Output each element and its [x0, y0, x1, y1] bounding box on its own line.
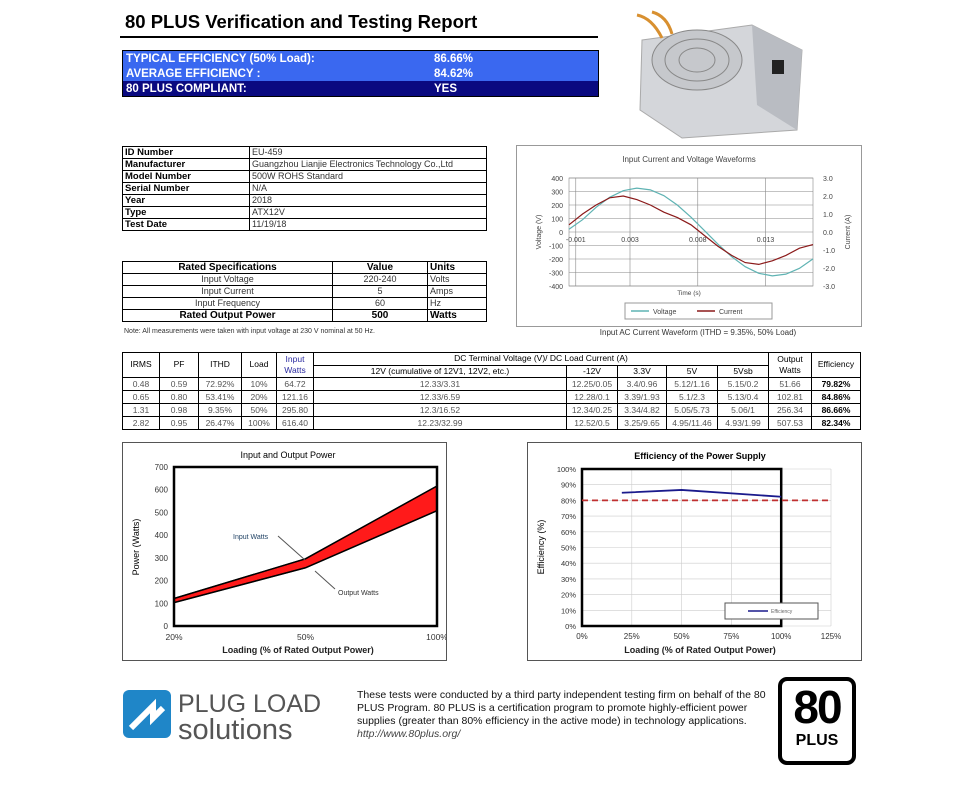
results-cell: 5.13/0.4	[718, 391, 769, 404]
measurement-note: Note: All measurements were taken with input voltage at 230 V nominal at 50 Hz.	[124, 328, 375, 335]
efficiency-chart	[527, 442, 862, 661]
chart-title: Input Current and Voltage Waveforms	[622, 155, 756, 164]
y-tick-label: 30%	[560, 574, 576, 584]
spec-label: Rated Output Power	[123, 310, 333, 322]
spec-row	[123, 274, 487, 286]
y2-tick-label: -2.0	[823, 266, 836, 273]
results-cell: 616.40	[277, 417, 314, 430]
results-cell: 9.35%	[199, 404, 242, 417]
y-tick-label: 0	[163, 622, 168, 631]
summary-value: 84.62%	[434, 67, 474, 80]
spec-units: Watts	[428, 310, 487, 322]
logo-top-text: PLUG LOAD	[178, 690, 322, 718]
spec-value: 60	[333, 298, 428, 310]
results-cell: 12.52/0.5	[567, 417, 618, 430]
power-supply-image	[632, 10, 807, 140]
y-tick-label: 50%	[560, 543, 576, 553]
x-axis-label: Loading (% of Rated Output Power)	[624, 645, 776, 655]
results-cell: 4.93/1.99	[718, 417, 769, 430]
y2-tick-label: 2.0	[823, 194, 833, 201]
info-value: 2018	[250, 195, 487, 207]
results-cell: 0.48	[123, 378, 160, 391]
spec-label: Input Voltage	[123, 274, 333, 286]
y-tick-label: 0	[559, 230, 563, 237]
results-row	[123, 417, 861, 430]
results-cell: 82.34%	[812, 417, 861, 430]
info-value: 500W ROHS Standard	[250, 171, 487, 183]
results-cell: 50%	[242, 404, 277, 417]
results-cell: 3.4/0.96	[618, 378, 667, 391]
results-cell: 0.59	[160, 378, 199, 391]
y-axis-label: Voltage (V)	[536, 214, 543, 250]
spec-row	[123, 286, 487, 298]
x-tick-label: 50%	[296, 632, 315, 642]
results-cell: 12.25/0.05	[567, 378, 618, 391]
header-pf: PF	[160, 353, 199, 378]
spec-row	[123, 310, 487, 322]
waveform-caption: Input AC Current Waveform (ITHD = 9.35%, 50% Load)	[599, 328, 797, 337]
y-tick-label: -100	[548, 243, 563, 251]
header-dc-terminal: DC Terminal Voltage (V)/ DC Load Current (A)	[314, 353, 769, 366]
y2-tick-label: 0.0	[823, 230, 833, 237]
annotation-arrow	[315, 571, 335, 589]
y-tick-label: 300	[154, 553, 168, 563]
info-value: 11/19/18	[250, 219, 487, 231]
spec-value: 5	[333, 286, 428, 298]
info-row	[123, 159, 487, 171]
y2-tick-label: 1.0	[823, 212, 833, 219]
test-results-table	[122, 352, 861, 430]
results-cell: 53.41%	[199, 391, 242, 404]
results-cell: 3.34/4.82	[618, 404, 667, 417]
summary-label: TYPICAL EFFICIENCY (50% Load):	[126, 52, 315, 65]
info-label: Model Number	[123, 171, 250, 183]
summary-value: YES	[434, 82, 458, 95]
y-tick-label: 10%	[560, 606, 576, 616]
info-row	[123, 171, 487, 183]
results-header-row	[123, 353, 861, 366]
legend-label: Voltage	[653, 309, 677, 316]
chart-title: Efficiency of the Power Supply	[634, 451, 766, 461]
80-plus-badge	[778, 677, 856, 765]
legend-label: Current	[719, 309, 743, 316]
y-tick-label: 80%	[560, 496, 576, 506]
specs-header	[123, 262, 487, 274]
x-tick-label: 0%	[576, 632, 588, 641]
spec-value: 220-240	[333, 274, 428, 286]
x-axis-label: Loading (% of Rated Output Power)	[222, 645, 374, 655]
x-tick-label: 50%	[673, 632, 690, 641]
spec-label: Input Current	[123, 286, 333, 298]
results-cell: 12.3/16.52	[314, 404, 567, 417]
results-row	[123, 404, 861, 417]
x-tick-label: 20%	[165, 632, 183, 642]
y2-tick-label: 3.0	[823, 176, 833, 183]
waveform-chart	[516, 145, 862, 327]
results-cell: 12.34/0.25	[567, 404, 618, 417]
y-tick-label: -200	[548, 257, 563, 264]
info-value: Guangzhou Lianjie Electronics Technology Co.,Ltd	[250, 159, 487, 171]
y-axis-label: Efficiency (%)	[536, 519, 546, 575]
results-cell: 3.39/1.93	[618, 391, 667, 404]
x-tick-label: 125%	[820, 632, 842, 641]
y2-tick-label: -1.0	[823, 248, 836, 255]
x-tick-label: 75%	[723, 632, 740, 641]
results-cell: 64.72	[277, 378, 314, 391]
footer-description: These tests were conducted by a third party independent testing firm on behalf of the 80 PLUS Program. 80 PLUS is a certification program to promote highly-efficient power supplies (greater than 80% efficiency in the active mode) in technology applications.	[357, 689, 766, 727]
header-efficiency: Efficiency	[812, 353, 861, 378]
y-tick-label: 100%	[556, 465, 576, 474]
y-tick-label: 100	[154, 599, 168, 609]
y-axis-label: Power (Watts)	[131, 518, 141, 576]
spec-value: 500	[333, 310, 428, 322]
results-cell: 5.06/1	[718, 404, 769, 417]
power-band-area	[174, 486, 437, 603]
results-cell: 5.05/5.73	[667, 404, 718, 417]
results-cell: 5.12/1.16	[667, 378, 718, 391]
info-label: Manufacturer	[123, 159, 250, 171]
y2-tick-label: -3.0	[823, 284, 836, 291]
y-tick-label: 200	[154, 576, 168, 586]
header-5v: 5V	[667, 365, 718, 378]
results-cell: 0.98	[160, 404, 199, 417]
info-row	[123, 219, 487, 231]
results-cell: 100%	[242, 417, 277, 430]
power-supply-photo	[632, 10, 807, 140]
x-tick-label: 0.008	[689, 237, 707, 244]
summary-row-average	[123, 66, 598, 81]
results-cell: 507.53	[769, 417, 812, 430]
spec-label: Input Frequency	[123, 298, 333, 310]
x-axis-label: Time (s)	[677, 290, 701, 297]
header-minus12v: -12V	[567, 365, 618, 378]
y-tick-label: 100	[551, 216, 563, 224]
y-tick-label: 400	[154, 531, 168, 541]
badge-text: PLUS	[795, 732, 839, 749]
header-5vsb: 5Vsb	[718, 365, 769, 378]
report-title: 80 PLUS Verification and Testing Report	[125, 11, 478, 32]
results-row	[123, 378, 861, 391]
info-row	[123, 183, 487, 195]
y-tick-label: -300	[548, 270, 563, 278]
results-cell: 121.16	[277, 391, 314, 404]
info-row	[123, 207, 487, 219]
specs-header-value: Value	[333, 262, 428, 274]
chart-title: Input and Output Power	[240, 450, 336, 460]
summary-label: 80 PLUS COMPLIANT:	[126, 82, 247, 95]
results-row	[123, 391, 861, 404]
title-divider	[120, 36, 598, 38]
spec-units: Hz	[428, 298, 487, 310]
y-tick-label: 400	[551, 176, 563, 183]
psu-info-table	[122, 146, 487, 231]
info-value: EU-459	[250, 147, 487, 159]
results-cell: 2.82	[123, 417, 160, 430]
results-cell: 86.66%	[812, 404, 861, 417]
annotation-input-watts: Input Watts	[233, 534, 269, 541]
results-cell: 3.25/9.65	[618, 417, 667, 430]
y-tick-label: 200	[551, 203, 563, 210]
info-label: Year	[123, 195, 250, 207]
results-cell: 0.95	[160, 417, 199, 430]
results-cell: 12.28/0.1	[567, 391, 618, 404]
y-tick-label: 700	[154, 463, 168, 472]
header-12v: 12V (cumulative of 12V1, 12V2, etc.)	[314, 365, 567, 378]
results-cell: 79.82%	[812, 378, 861, 391]
results-cell: 5.15/0.2	[718, 378, 769, 391]
y-tick-label: 300	[551, 189, 563, 197]
logo-bottom-text: solutions	[178, 714, 293, 743]
y-tick-label: 500	[154, 508, 168, 518]
plug-load-solutions-logo	[123, 688, 323, 743]
summary-row-typical	[123, 51, 598, 66]
results-cell: 51.66	[769, 378, 812, 391]
power-chart	[122, 442, 447, 661]
efficiency-summary	[122, 50, 599, 97]
info-value: N/A	[250, 183, 487, 195]
results-cell: 0.80	[160, 391, 199, 404]
results-cell: 0.65	[123, 391, 160, 404]
x-tick-label: 100%	[426, 632, 446, 642]
x-tick-label: 100%	[770, 632, 792, 641]
info-label: Test Date	[123, 219, 250, 231]
header-ithd: ITHD	[199, 353, 242, 378]
summary-value: 86.66%	[434, 52, 474, 65]
info-label: Type	[123, 207, 250, 219]
y-tick-label: -400	[548, 284, 563, 291]
results-cell: 5.1/2.3	[667, 391, 718, 404]
footer-link[interactable]: http://www.80plus.org/	[357, 728, 461, 740]
results-cell: 256.34	[769, 404, 812, 417]
rated-specifications-table	[122, 261, 487, 322]
y-tick-label: 70%	[560, 512, 576, 522]
header-load: Load	[242, 353, 277, 378]
info-value: ATX12V	[250, 207, 487, 219]
plot-area	[174, 467, 437, 626]
header-irms: IRMS	[123, 353, 160, 378]
x-tick-label: -0.001	[565, 237, 586, 244]
y-tick-label: 600	[154, 485, 168, 495]
results-cell: 26.47%	[199, 417, 242, 430]
results-cell: 20%	[242, 391, 277, 404]
results-cell: 4.95/11.46	[667, 417, 718, 430]
x-tick-label: 0.013	[756, 237, 775, 244]
results-cell: 12.23/32.99	[314, 417, 567, 430]
info-label: Serial Number	[123, 183, 250, 195]
header-output-watts: Output Watts	[769, 353, 812, 378]
annotation-output-watts: Output Watts	[338, 590, 379, 597]
results-cell: 72.92%	[199, 378, 242, 391]
results-cell: 84.86%	[812, 391, 861, 404]
specs-header-label: Rated Specifications	[123, 262, 333, 274]
results-cell: 1.31	[123, 404, 160, 417]
x-tick-label: 25%	[623, 632, 640, 641]
y2-axis-label: Current (A)	[845, 214, 852, 250]
y-tick-label: 90%	[560, 480, 576, 490]
summary-row-compliant	[123, 81, 598, 96]
badge-number: 80	[793, 681, 841, 733]
results-cell: 102.81	[769, 391, 812, 404]
info-row	[123, 195, 487, 207]
legend-label: Efficiency	[771, 609, 793, 615]
y-tick-label: 60%	[560, 527, 576, 537]
annotation-arrow	[278, 536, 305, 560]
header-3v3: 3.3V	[618, 365, 667, 378]
results-cell: 12.33/3.31	[314, 378, 567, 391]
footer-text	[357, 689, 777, 741]
summary-label: AVERAGE EFFICIENCY :	[126, 67, 261, 80]
header-input-watts: Input Watts	[277, 353, 314, 378]
spec-units: Volts	[428, 274, 487, 286]
y-tick-label: 0%	[565, 622, 576, 631]
results-cell: 295.80	[277, 404, 314, 417]
info-row	[123, 147, 487, 159]
specs-header-units: Units	[428, 262, 487, 274]
spec-units: Amps	[428, 286, 487, 298]
spec-row	[123, 298, 487, 310]
series-line-efficiency	[622, 490, 781, 497]
x-tick-label: 0.003	[621, 237, 639, 244]
results-cell: 10%	[242, 378, 277, 391]
y-tick-label: 20%	[560, 590, 576, 600]
series-line-current	[569, 196, 813, 264]
y-tick-label: 40%	[560, 559, 576, 569]
results-cell: 12.33/6.59	[314, 391, 567, 404]
info-label: ID Number	[123, 147, 250, 159]
series-line-input-watts	[174, 486, 437, 598]
